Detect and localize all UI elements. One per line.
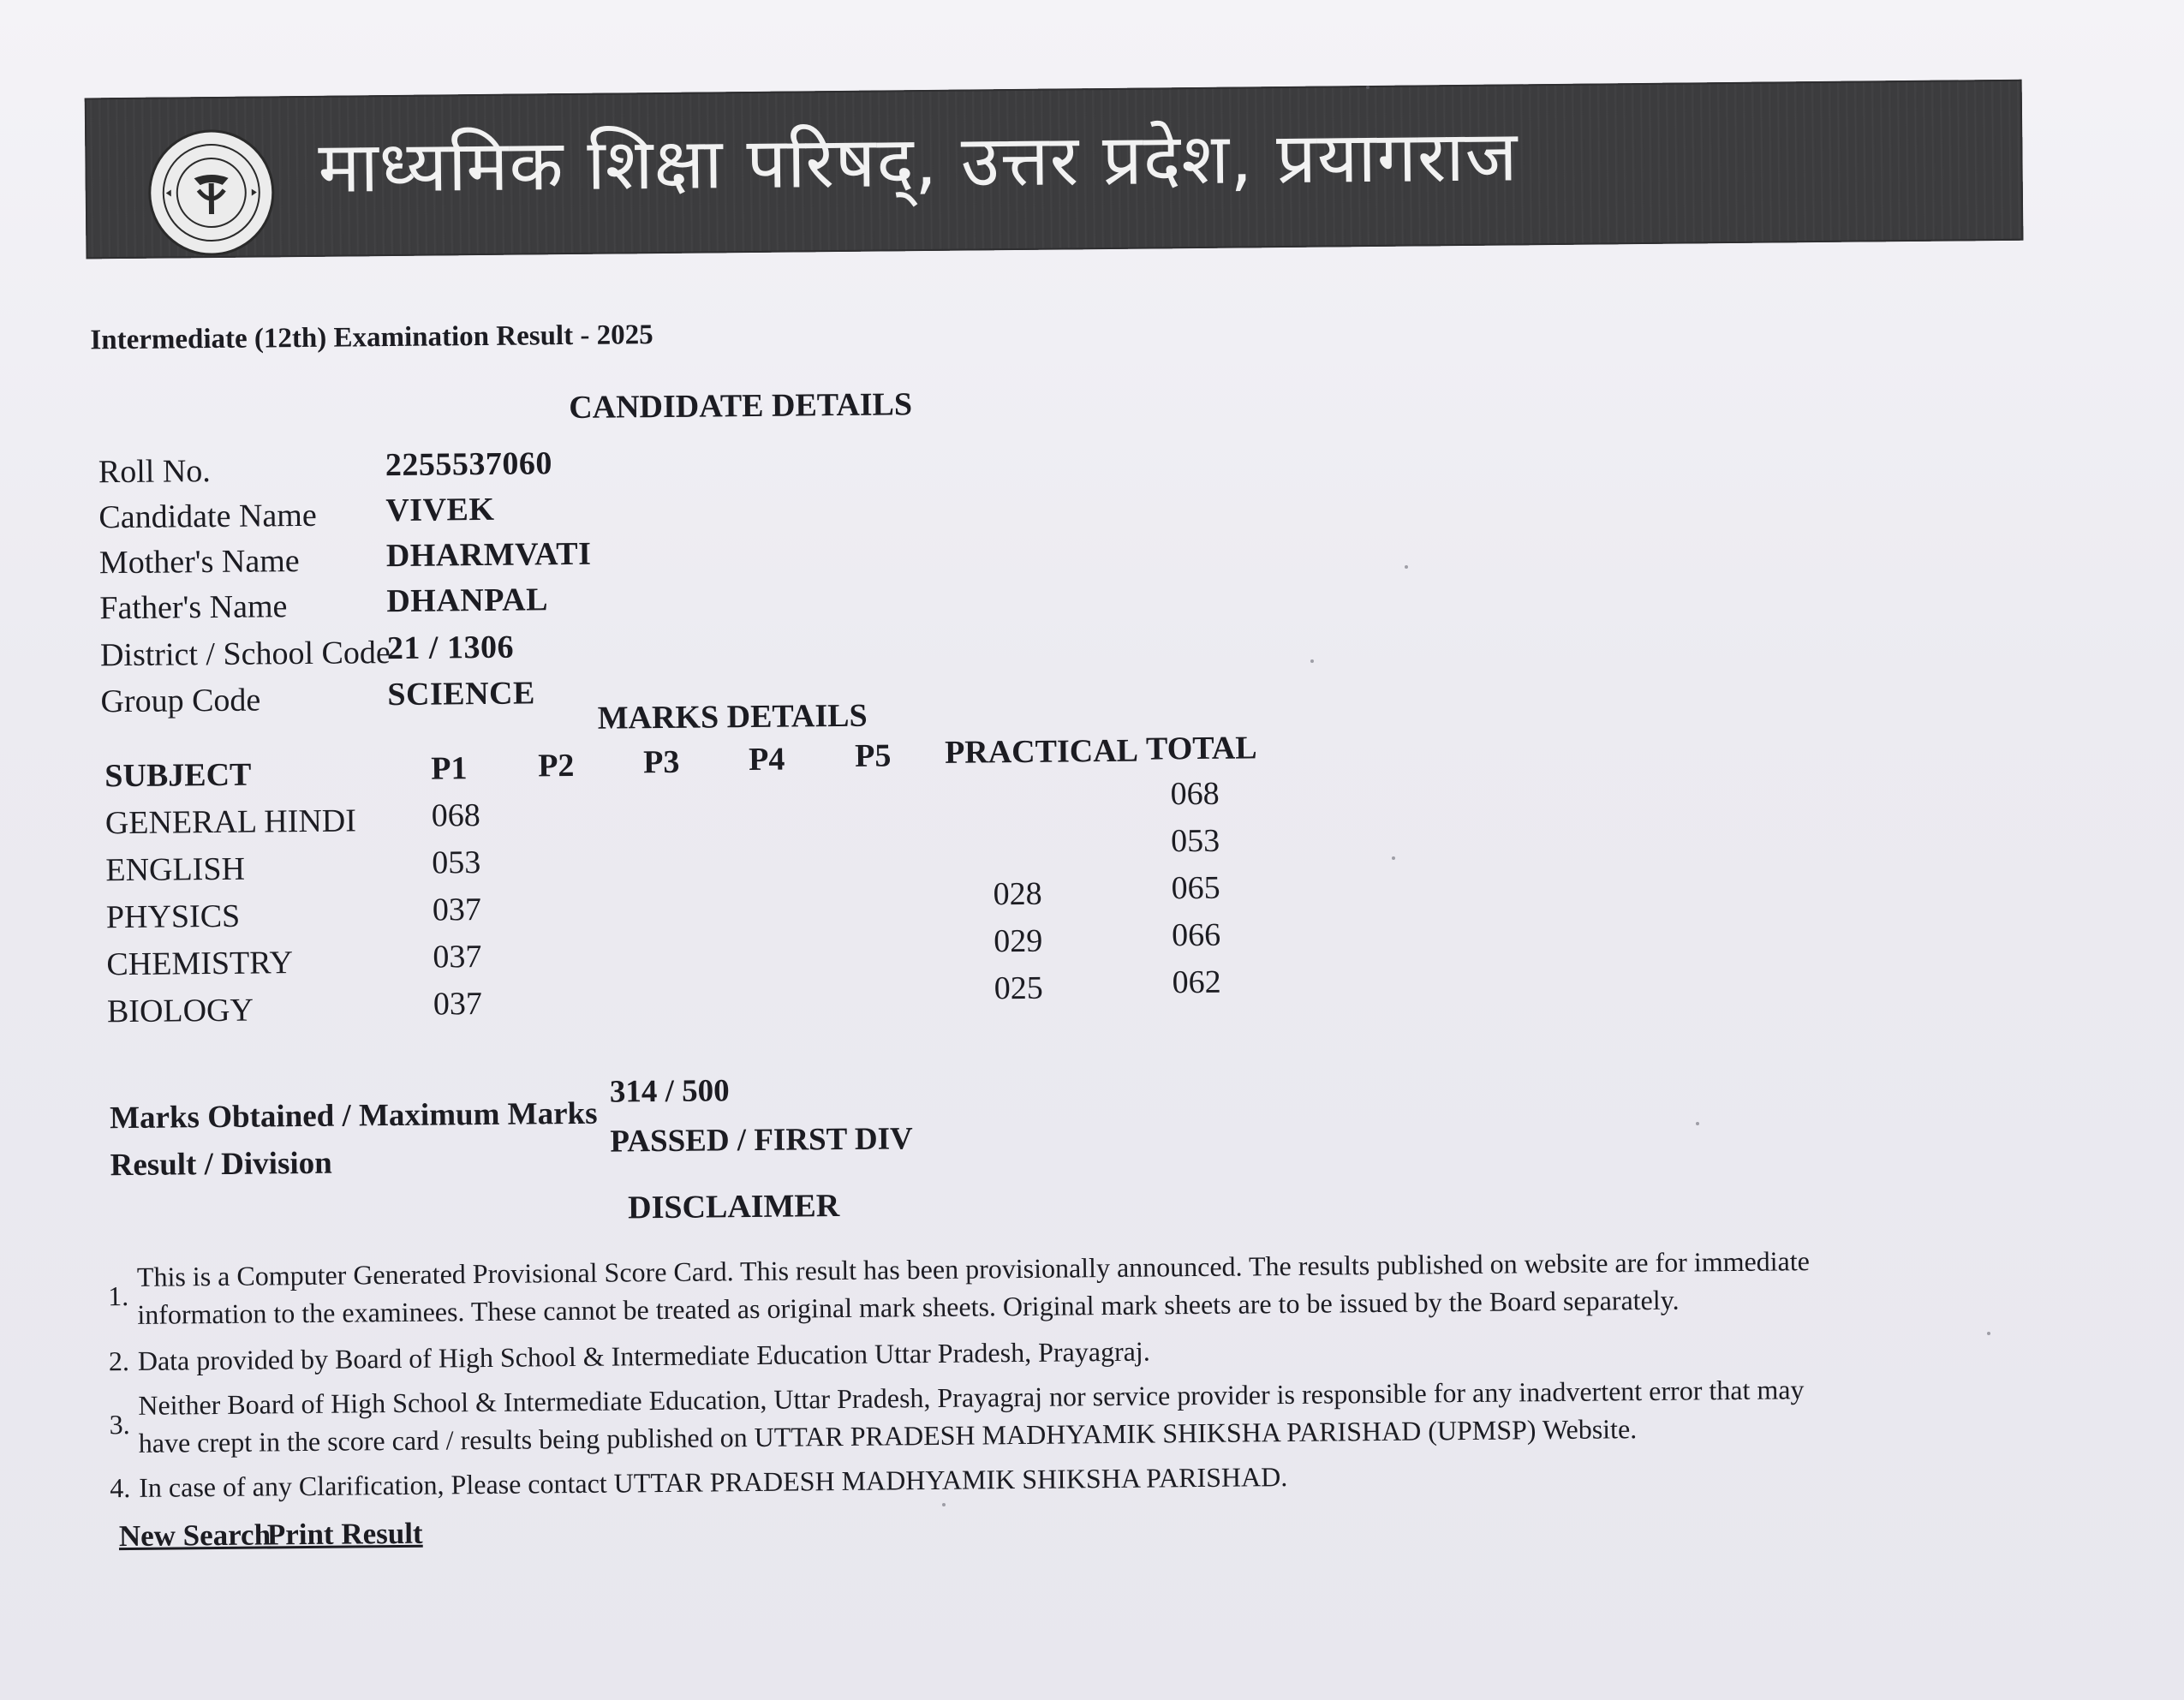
- district-school-code-value: 21 / 1306: [386, 629, 515, 667]
- father-name-value: DHANPAL: [386, 582, 549, 620]
- table-row-practical: 025: [994, 969, 1043, 1007]
- table-row-p1: 053: [432, 844, 481, 881]
- table-row-total: 062: [1172, 963, 1221, 1001]
- result-division-label: Result / Division: [110, 1145, 332, 1184]
- scan-speck: [1987, 1332, 1990, 1335]
- new-search-link[interactable]: New Search: [118, 1518, 272, 1554]
- column-p5: P5: [854, 737, 892, 774]
- table-row-subject: ENGLISH: [105, 850, 246, 889]
- column-p4: P4: [748, 741, 785, 778]
- column-p3: P3: [642, 743, 680, 781]
- marks-obtained-label: Marks Obtained / Maximum Marks: [109, 1095, 598, 1136]
- disclaimer-item: [108, 1333, 1150, 1380]
- roll-no-value: 2255537060: [385, 445, 553, 484]
- father-name-label: Father's Name: [99, 588, 288, 627]
- table-row-p1: 037: [433, 986, 483, 1023]
- disclaimer-number: 2.: [108, 1345, 130, 1377]
- table-row-total: 068: [1170, 775, 1220, 813]
- candidate-name-label: Candidate Name: [98, 497, 317, 536]
- print-result-link[interactable]: Print Result: [266, 1516, 423, 1552]
- table-row-p1: 037: [433, 939, 482, 975]
- group-code-value: SCIENCE: [387, 675, 536, 713]
- table-row-total: 065: [1171, 869, 1220, 907]
- table-row-practical: 029: [994, 922, 1043, 960]
- scan-speck: [1392, 856, 1395, 860]
- district-school-code-label: District / School Code: [99, 635, 391, 674]
- disclaimer-number: 1.: [107, 1280, 129, 1312]
- column-p1: P1: [431, 750, 468, 787]
- disclaimer-number: 4.: [110, 1472, 131, 1504]
- scan-speck: [1405, 565, 1408, 569]
- disclaimer-item: [109, 1370, 1805, 1462]
- table-row-p1: 037: [432, 892, 482, 928]
- board-name-title: माध्यमिक शिक्षा परिषद्, उत्तर प्रदेश, प्रयागराज: [318, 116, 1519, 209]
- column-p2: P2: [538, 747, 575, 784]
- disclaimer-line: have crept in the score card / results being published on UTTAR PRADESH MADHYAMIK SHIKSHA PARISHAD (UPMSP) Website.: [138, 1413, 1638, 1458]
- table-row-practical: 028: [993, 875, 1042, 913]
- group-code-label: Group Code: [100, 682, 261, 720]
- column-total: TOTAL: [1145, 730, 1257, 767]
- disclaimer-line: Neither Board of High School & Intermediate Education, Uttar Pradesh, Prayagraj nor service provider is responsible for any inadvertent error that may: [138, 1374, 1805, 1421]
- disclaimer-line: information to the examinees. These cannot be treated as original mark sheets. Original mark sheets are to be issued by the Board separately.: [137, 1284, 1680, 1330]
- table-row-subject: GENERAL HINDI: [104, 802, 357, 842]
- table-row-p1: 068: [431, 797, 480, 834]
- mother-name-value: DHARMVATI: [385, 535, 592, 575]
- disclaimer-line: Data provided by Board of High School & Intermediate Education Uttar Pradesh, Prayagraj.: [137, 1335, 1150, 1376]
- scan-speck: [942, 1503, 946, 1506]
- candidate-name-value: VIVEK: [385, 491, 495, 529]
- scan-speck: [1366, 86, 1369, 89]
- disclaimer-number: 3.: [109, 1409, 130, 1441]
- table-row-total: 053: [1170, 822, 1220, 860]
- table-row-subject: PHYSICS: [105, 898, 241, 936]
- disclaimer-line: This is a Computer Generated Provisional Score Card. This result has been provisionally announced. The results published on website are for immediate: [136, 1245, 1811, 1292]
- disclaimer-line: In case of any Clarification, Please contact UTTAR PRADESH MADHYAMIK SHIKSHA PARISHAD.: [139, 1461, 1288, 1503]
- marks-details-heading: MARKS DETAILS: [597, 697, 868, 737]
- table-row-subject: CHEMISTRY: [106, 945, 294, 983]
- result-sheet: [34, 14, 2157, 1670]
- candidate-details-heading: CANDIDATE DETAILS: [569, 386, 913, 426]
- upmsp-seal-icon: [146, 128, 276, 257]
- scan-speck: [1310, 659, 1314, 663]
- exam-title: Intermediate (12th) Examination Result - 2025: [90, 319, 653, 356]
- mother-name-label: Mother's Name: [98, 543, 300, 582]
- table-row-subject: BIOLOGY: [106, 992, 254, 1030]
- column-subject: SUBJECT: [104, 756, 252, 795]
- disclaimer-item: [107, 1242, 1811, 1333]
- table-row-total: 066: [1171, 916, 1221, 954]
- disclaimer-heading: DISCLAIMER: [627, 1188, 840, 1226]
- scan-speck: [1696, 1122, 1699, 1125]
- marks-obtained-value: 314 / 500: [609, 1073, 730, 1110]
- result-division-value: PASSED / FIRST DIV: [610, 1121, 913, 1160]
- column-practical: PRACTICAL: [944, 732, 1139, 771]
- roll-no-label: Roll No.: [98, 453, 212, 491]
- disclaimer-item: [110, 1458, 1288, 1506]
